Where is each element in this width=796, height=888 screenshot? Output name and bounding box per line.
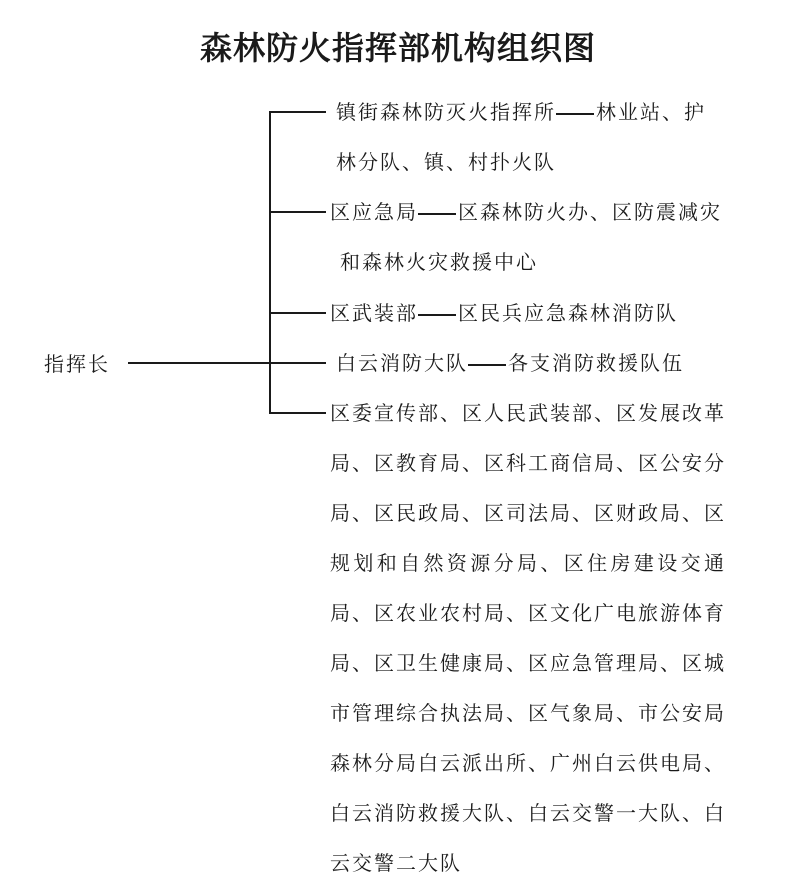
branch-connector-1	[269, 111, 326, 113]
branch-members: 各支消防救援队伍	[508, 351, 684, 375]
branch-lead: 镇街森林防灭火指挥所	[336, 100, 556, 124]
branch-town-fire-command	[330, 87, 726, 187]
branch-lead: 区应急局	[330, 200, 418, 224]
branch-dash-line	[418, 314, 456, 316]
branch-fire-brigade	[330, 338, 726, 388]
branch-members-continued: 和森林火灾救援中心	[340, 250, 538, 274]
branch-armed-forces	[330, 288, 726, 338]
branch-members-continued: 林分队、镇、村扑火队	[336, 150, 556, 174]
root-node-commander: 指挥长	[44, 352, 110, 376]
branch-emergency-bureau	[330, 187, 726, 287]
branch-lead: 区武装部	[330, 301, 418, 325]
branch-members: 区森林防火办、区防震减灾	[458, 200, 722, 224]
chart-title: 森林防火指挥部机构组织图	[199, 29, 596, 67]
branch-connector-4	[269, 362, 326, 364]
vertical-trunk-line	[269, 111, 271, 413]
branch-connector-3	[269, 312, 326, 314]
branch-member-departments: 区委宣传部、区人民武装部、区发展改革局、区教育局、区科工商信局、区公安分局、区民政局、区司法局、区财政局、区规划和自然资源分局、区住房建设交通局、区农业农村局、区文化广电旅游体育局、区卫生健康局、区应急管理局、区城市管理综合执法局、区气象局、市公安局森林分局白云派出所、广州白云供电局、白云消防救援大队、白云交警一大队、白云交警二大队	[330, 401, 726, 875]
branch-connector-2	[269, 211, 326, 213]
root-connector-line	[128, 362, 270, 364]
branch-dash-line	[556, 113, 594, 115]
branch-dash-line	[468, 364, 506, 366]
branch-connector-5	[269, 412, 326, 414]
branch-members: 林业站、护	[596, 100, 706, 124]
branch-dash-line	[418, 213, 456, 215]
branch-lead: 白云消防大队	[336, 351, 468, 375]
branch-members: 区民兵应急森林消防队	[458, 301, 678, 325]
